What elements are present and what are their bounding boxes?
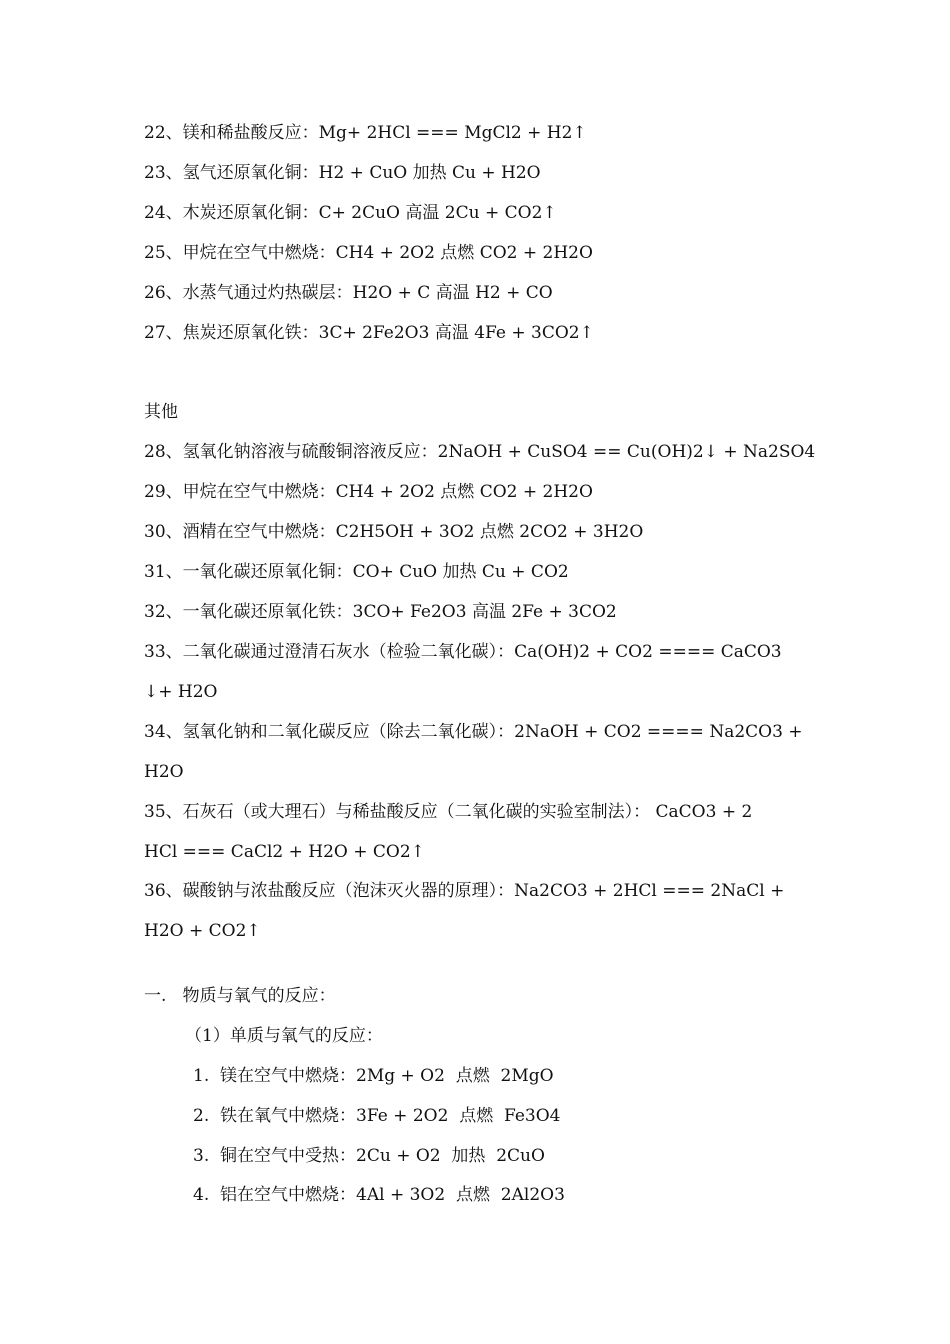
reaction-line-26: 26、水蒸气通过灼热碳层：H2O + C 高温 H2 + CO — [144, 283, 553, 303]
heading-oxygen-reactions: 一. 物质与氧气的反应： — [144, 986, 336, 1006]
reaction-line-36: 36、碳酸钠与浓盐酸反应（泡沫灭火器的原理）：Na2CO3 + 2HCl === 2NaCl + — [144, 881, 785, 901]
reaction-line-30: 30、酒精在空气中燃烧：C2H5OH + 3O2 点燃 2CO2 + 3H2O — [144, 522, 644, 542]
section-heading-other: 其他 — [144, 402, 178, 422]
list-item-2: 2. 铁在氧气中燃烧：3Fe + 2O2 点燃 Fe3O4 — [193, 1106, 561, 1126]
list-item-4: 4. 铝在空气中燃烧：4Al + 3O2 点燃 2Al2O3 — [193, 1185, 565, 1205]
reaction-line-31: 31、一氧化碳还原氧化铜：CO+ CuO 加热 Cu + CO2 — [144, 562, 569, 582]
reaction-line-23: 23、氢气还原氧化铜：H2 + CuO 加热 Cu + H2O — [144, 163, 541, 183]
reaction-line-35: 35、石灰石（或大理石）与稀盐酸反应（二氧化碳的实验室制法）： CaCO3 + 2 — [144, 802, 753, 822]
reaction-line-34: 34、氢氧化钠和二氧化碳反应（除去二氧化碳）：2NaOH + CO2 ==== Na2CO3 + — [144, 722, 803, 742]
list-item-3: 3. 铜在空气中受热：2Cu + O2 加热 2CuO — [193, 1146, 545, 1166]
reaction-line-33: 33、二氧化碳通过澄清石灰水（检验二氧化碳）：Ca(OH)2 + CO2 ==== CaCO3 — [144, 642, 782, 662]
reaction-line-36-cont: H2O + CO2↑ — [144, 921, 261, 941]
reaction-line-24: 24、木炭还原氧化铜：C+ 2CuO 高温 2Cu + CO2↑ — [144, 203, 557, 223]
subheading-element-oxygen: （1）单质与氧气的反应： — [185, 1026, 383, 1046]
reaction-line-28: 28、氢氧化钠溶液与硫酸铜溶液反应：2NaOH + CuSO4 == Cu(OH)2↓ + Na2SO4 — [144, 442, 816, 462]
reaction-line-27: 27、焦炭还原氧化铁：3C+ 2Fe2O3 高温 4Fe + 3CO2↑ — [144, 323, 594, 343]
reaction-line-25: 25、甲烷在空气中燃烧：CH4 + 2O2 点燃 CO2 + 2H2O — [144, 243, 593, 263]
reaction-line-29: 29、甲烷在空气中燃烧：CH4 + 2O2 点燃 CO2 + 2H2O — [144, 482, 593, 502]
reaction-line-35-cont: HCl === CaCl2 + H2O + CO2↑ — [144, 842, 425, 862]
reaction-line-22: 22、镁和稀盐酸反应：Mg+ 2HCl === MgCl2 + H2↑ — [144, 123, 587, 143]
list-item-1: 1. 镁在空气中燃烧：2Mg + O2 点燃 2MgO — [193, 1066, 554, 1086]
reaction-line-33-cont: ↓+ H2O — [144, 682, 218, 702]
reaction-line-34-cont: H2O — [144, 762, 184, 782]
reaction-line-32: 32、一氧化碳还原氧化铁：3CO+ Fe2O3 高温 2Fe + 3CO2 — [144, 602, 617, 622]
